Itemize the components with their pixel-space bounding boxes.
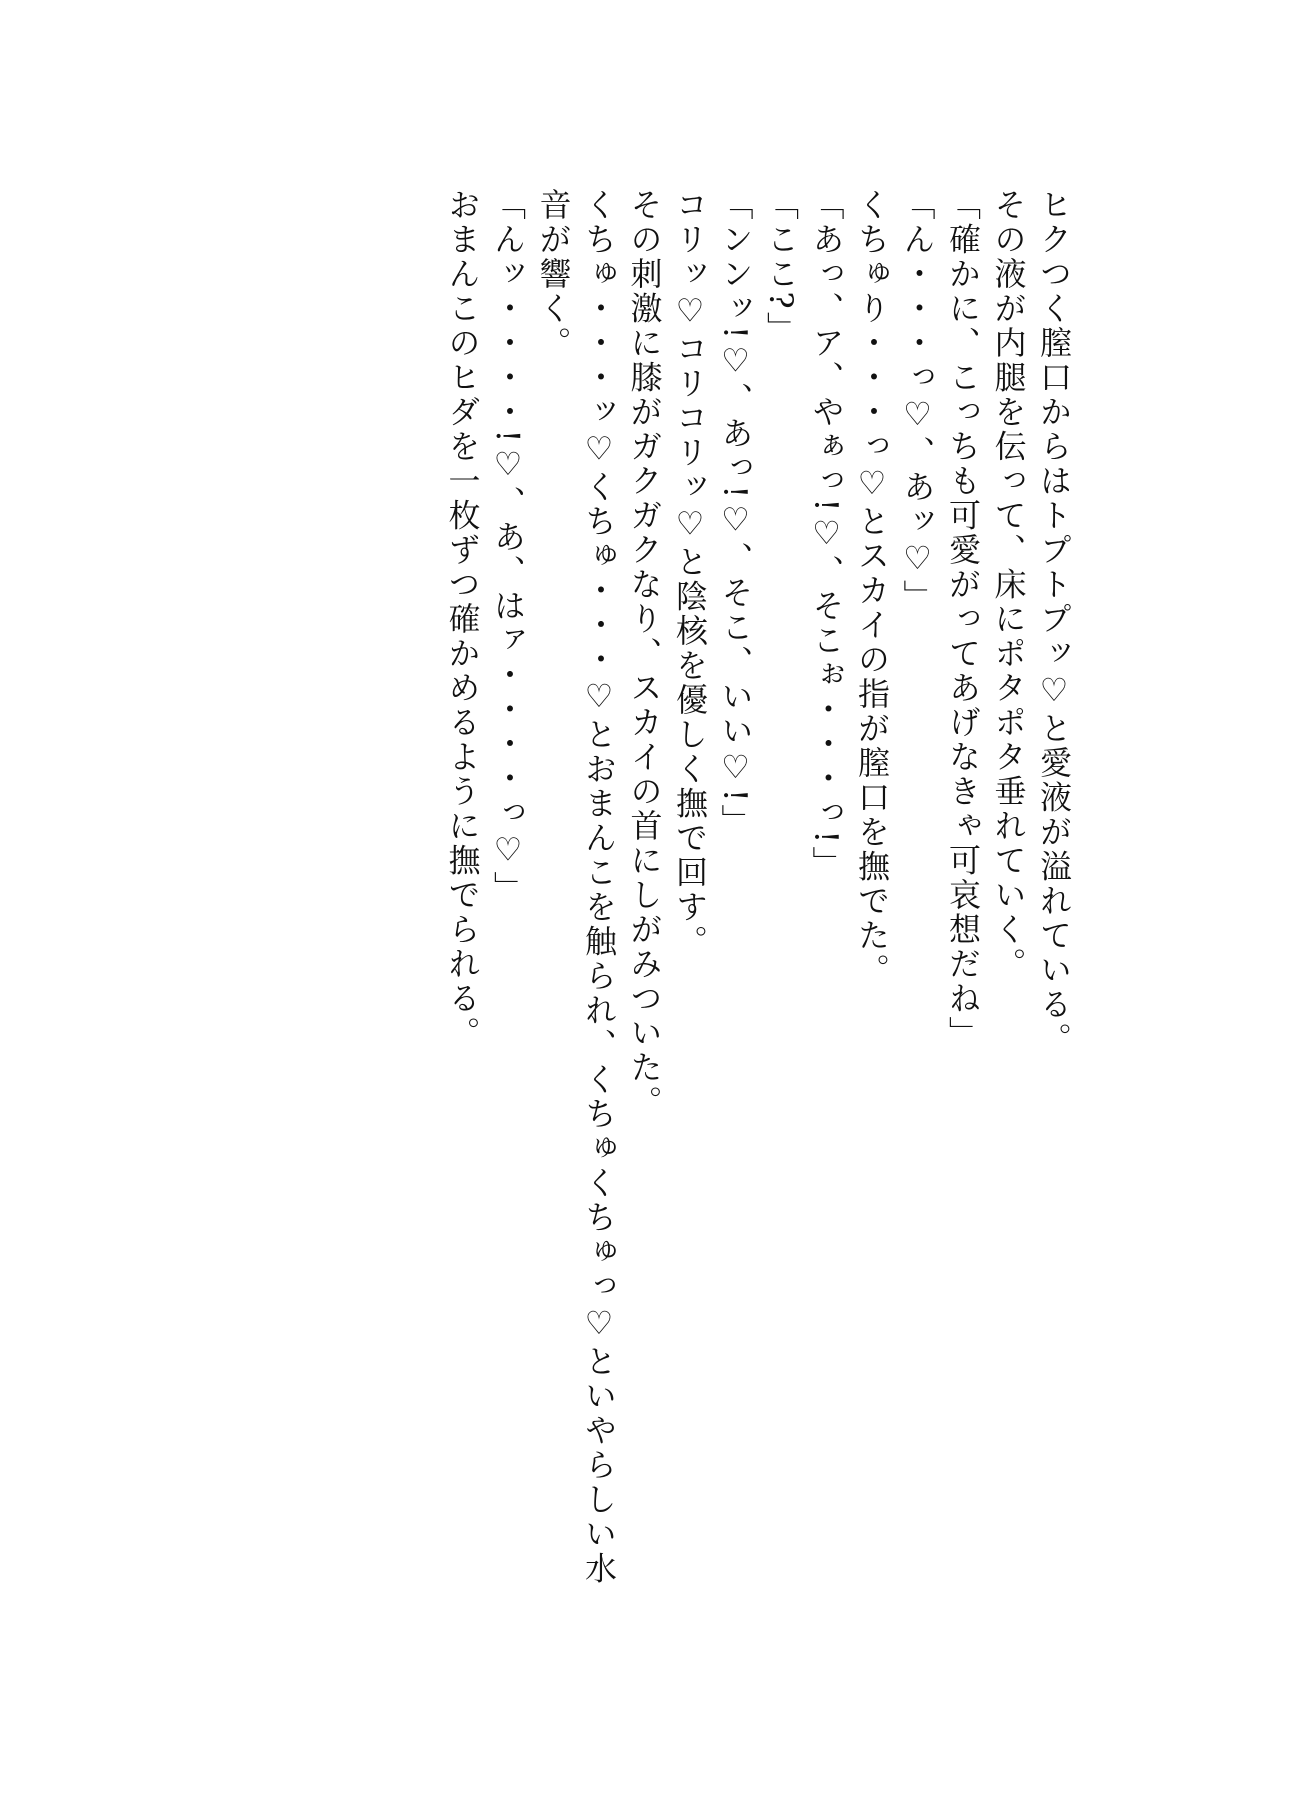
text-line: その刺激に膝がガクガクなり、スカイの首にしがみついた。 (625, 188, 664, 1120)
text-line: その液が内腿を伝って、床にポタポタ垂れていく。 (989, 188, 1028, 982)
text-line: くちゅり・・・っ♡とスカイの指が膣口を撫でた。 (853, 188, 891, 988)
text-line: コリッ♡コリコリッ♡と陰核を優しく撫で回す。 (671, 188, 709, 959)
text-line: 「ンンッ!♡、あっ!♡、そこ、いい♡!」 (716, 188, 755, 839)
text-line: 「ん・・・っ♡、あッ♡」 (898, 188, 937, 614)
vertical-text-block (439, 188, 1076, 1748)
text-line: 「ここ?」 (762, 188, 800, 346)
text-line: ヒクつく膣口からはトプトプッ♡と愛液が溢れている。 (1035, 188, 1073, 1057)
text-line: 「あっ、ア、やぁっ!♡、そこぉ・・・っ!」 (807, 188, 846, 881)
text-line: 「確かに、こっちも可愛がってあげなきゃ可哀想だね」 (944, 188, 982, 1051)
text-line: おまんこのヒダを一枚ずつ確かめるように撫でられる。 (443, 188, 482, 1051)
text-line: 「んッ・・・・!♡、あ、はァ・・・・っ♡」 (489, 188, 527, 906)
text-line: くちゅ・・・ッ♡くちゅ・・・♡とおまんこを触られ、くちゅくちゅっ♡といやらしい水 (580, 188, 618, 1586)
text-line: 音が響く。 (534, 188, 573, 361)
